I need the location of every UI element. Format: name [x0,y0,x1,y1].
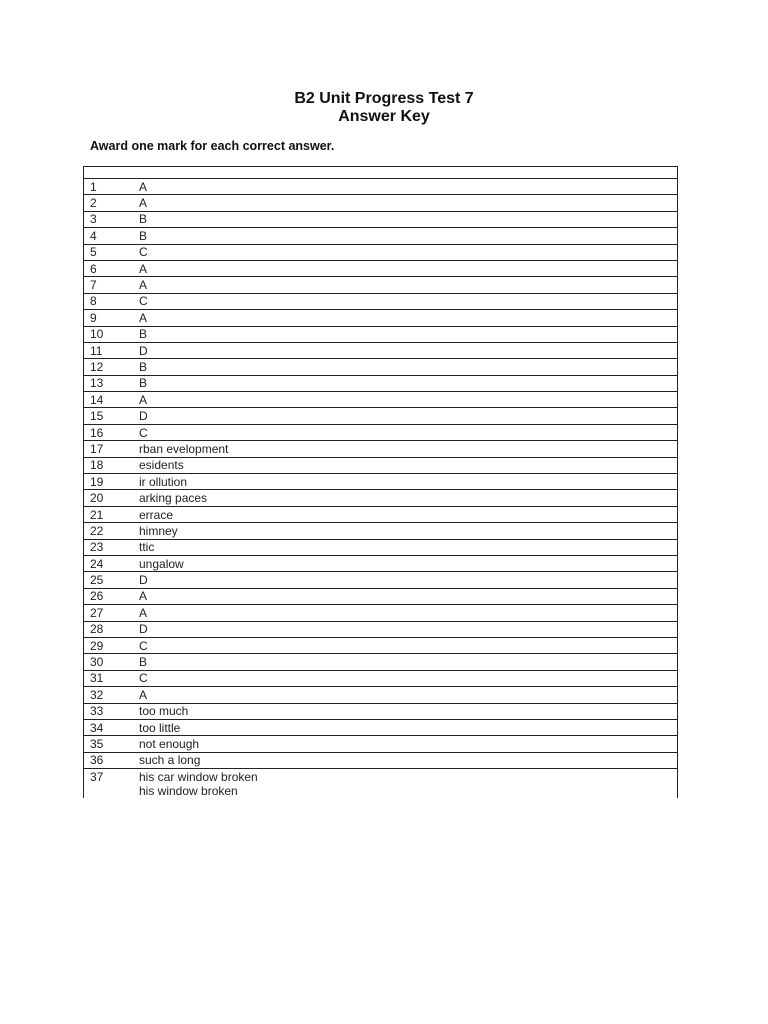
answer-key-table [83,166,678,798]
answer-text: arking paces [139,491,208,506]
answer-cell [132,408,678,424]
answer-row [84,654,678,670]
answer-text: B [139,376,148,391]
answer-text: D [139,573,148,588]
answer-text: C [139,638,148,653]
answer-text: A [139,179,148,194]
answer-cell [132,441,678,457]
question-number: 5 [84,244,133,260]
answer-text: too little [139,720,181,735]
answer-row [84,408,678,424]
answer-row [84,555,678,571]
answer-row [84,392,678,408]
answer-text: B [139,359,148,374]
question-number: 4 [84,228,133,244]
answer-text: A [139,310,148,325]
answer-row [84,228,678,244]
question-number: 29 [84,637,133,653]
answer-row [84,588,678,604]
question-number: 6 [84,260,133,276]
answer-row [84,342,678,358]
answer-text: ttic [139,540,155,555]
answer-cell [132,457,678,473]
answer-key-body [84,167,678,799]
answer-text: C [139,294,148,309]
answer-row [84,244,678,260]
answer-text: ir ollution [139,474,188,489]
question-number: 31 [84,670,133,686]
answer-row [84,277,678,293]
answer-text: D [139,622,148,637]
answer-row [84,572,678,588]
answer-cell [132,195,678,211]
answer-row [84,703,678,719]
question-number: 23 [84,539,133,555]
answer-row [84,752,678,768]
answer-cell [132,424,678,440]
answer-row [84,441,678,457]
answer-row [84,474,678,490]
answer-text: ungalow [139,556,184,571]
answer-cell [132,523,678,539]
answer-cell [132,277,678,293]
question-number: 17 [84,441,133,457]
answer-text: C [139,671,148,686]
answer-row [84,736,678,752]
answer-row [84,293,678,309]
answer-cell [132,490,678,506]
question-number: 36 [84,752,133,768]
question-number: 30 [84,654,133,670]
answer-cell [132,244,678,260]
question-number: 7 [84,277,133,293]
question-number: 33 [84,703,133,719]
question-number: 8 [84,293,133,309]
question-number: 35 [84,736,133,752]
answer-text: rban evelopment [139,441,229,456]
answer-text: A [139,687,148,702]
document-title: B2 Unit Progress Test 7 [294,90,474,107]
answer-text: B [139,655,148,670]
question-number: 1 [84,179,133,195]
answer-row [84,457,678,473]
answer-text: B [139,228,148,243]
question-number: 16 [84,424,133,440]
answer-row [84,260,678,276]
answer-text: D [139,343,148,358]
answer-row [84,769,678,799]
answer-text: A [139,196,148,211]
question-number: 15 [84,408,133,424]
answer-cell [132,310,678,326]
question-number: 19 [84,474,133,490]
question-number: 12 [84,359,133,375]
answer-row [84,670,678,686]
question-number: 2 [84,195,133,211]
question-number: 22 [84,523,133,539]
answer-row [84,179,678,195]
answer-cell [132,375,678,391]
question-number: 32 [84,687,133,703]
answer-cell [132,179,678,195]
answer-row [84,310,678,326]
answer-row [84,195,678,211]
answer-text: A [139,261,148,276]
marking-instruction: Award one mark for each correct answer. [90,139,335,153]
answer-row [84,211,678,227]
answer-text: A [139,392,148,407]
answer-row [84,621,678,637]
answer-cell [132,572,678,588]
answer-cell [132,687,678,703]
answer-row [84,375,678,391]
answer-cell [132,359,678,375]
answer-cell [132,605,678,621]
answer-cell [132,752,678,768]
answer-row [84,523,678,539]
answer-text: not enough [139,736,200,751]
answer-text: C [139,425,148,440]
answer-cell [132,719,678,735]
answer-cell [132,588,678,604]
answer-cell [132,506,678,522]
document-subtitle: Answer Key [338,108,430,125]
answer-cell [132,211,678,227]
header-cell-number [84,167,133,179]
answer-cell [132,736,678,752]
question-number: 14 [84,392,133,408]
question-number: 27 [84,605,133,621]
question-number: 26 [84,588,133,604]
answer-alternative-text: his window broken [139,784,238,799]
answer-row [84,605,678,621]
answer-text: A [139,589,148,604]
answer-row [84,424,678,440]
answer-cell [132,293,678,309]
answer-text: errace [139,507,174,522]
answer-row [84,490,678,506]
question-number: 34 [84,719,133,735]
answer-cell [132,392,678,408]
table-header-row [84,167,678,179]
answer-cell [132,637,678,653]
answer-cell [132,621,678,637]
answer-row [84,506,678,522]
answer-row [84,637,678,653]
question-number: 28 [84,621,133,637]
answer-cell [132,228,678,244]
question-number: 20 [84,490,133,506]
answer-cell [132,654,678,670]
answer-cell [132,769,678,799]
question-number: 10 [84,326,133,342]
answer-cell [132,474,678,490]
answer-text: D [139,409,148,424]
answer-cell [132,326,678,342]
answer-text: A [139,605,148,620]
answer-text: too much [139,704,189,719]
answer-row [84,687,678,703]
question-number: 3 [84,211,133,227]
answer-text: A [139,278,148,293]
answer-text: himney [139,523,178,538]
answer-cell [132,703,678,719]
answer-cell [132,539,678,555]
question-number: 9 [84,310,133,326]
question-number: 13 [84,375,133,391]
answer-row [84,359,678,375]
answer-row [84,539,678,555]
question-number: 18 [84,457,133,473]
answer-text: B [139,327,148,342]
answer-text: C [139,245,148,260]
question-number: 37 [84,769,133,799]
question-number: 11 [84,342,133,358]
answer-cell [132,260,678,276]
answer-cell [132,670,678,686]
answer-text: his car window broken [139,770,258,785]
answer-row [84,719,678,735]
answer-text: esidents [139,458,184,473]
question-number: 25 [84,572,133,588]
header-cell-answer [132,167,678,179]
question-number: 21 [84,506,133,522]
answer-cell [132,342,678,358]
answer-text: B [139,212,148,227]
answer-cell [132,555,678,571]
answer-text: such a long [139,753,201,768]
question-number: 24 [84,555,133,571]
answer-row [84,326,678,342]
